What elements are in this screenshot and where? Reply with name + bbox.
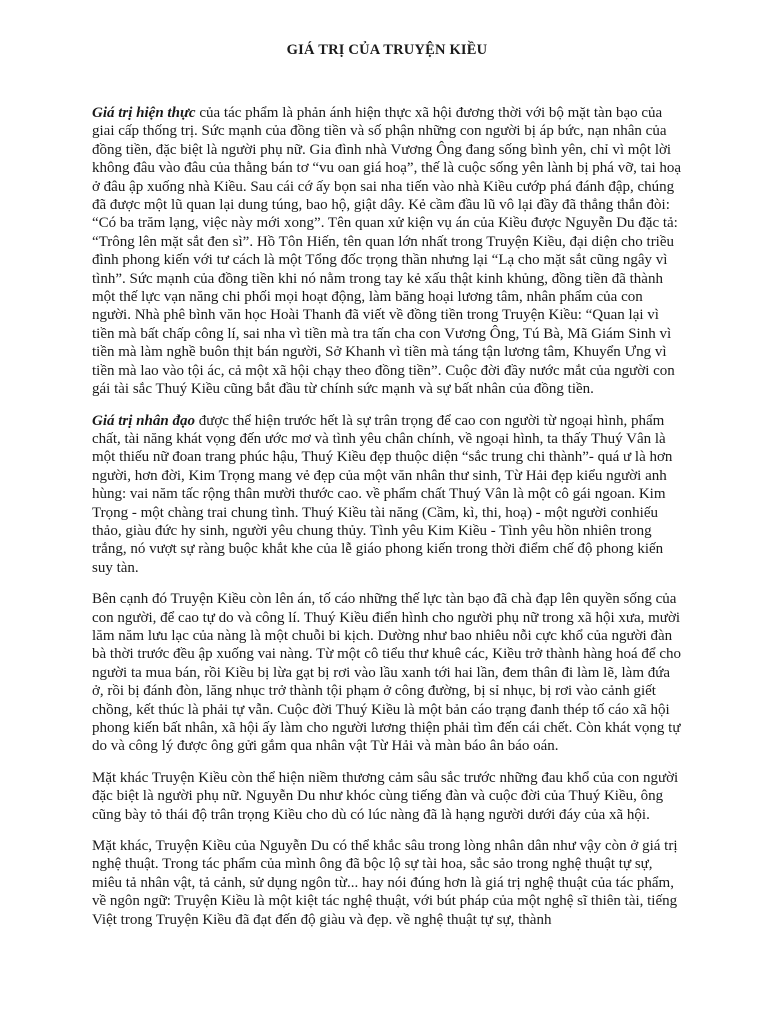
paragraph-compassion [92, 769, 682, 824]
paragraph-text: Mặt khác, Truyện Kiều của Nguyễn Du có thể khắc sâu trong lòng nhân dân như vậy còn ở giá trị nghệ thuật. Trong tác phẩm của mình ông đã bộc lộ sự tài hoa, sắc sảo trong nghệ thuật tự sự, miêu tả nhân vật, tả cảnh, sử dụng ngôn từ... hay nói đúng hơn là giá trị nghệ thuật của tác phẩm, về ngôn ngữ: Truyện Kiều là một kiệt tác nghệ thuật, với bút pháp của một nghệ sĩ thiên tài, tiếng Việt trong Truyện Kiều đã đạt đến độ giàu và đẹp. về nghệ thuật tự sự, thành [92, 838, 678, 928]
paragraph-humanism [92, 412, 682, 578]
paragraph-realism [92, 104, 682, 399]
document-title: GIÁ TRỊ CỦA TRUYỆN KIỀU [286, 42, 488, 58]
paragraph-text: của tác phẩm là phản ánh hiện thực xã hội đương thời với bộ mặt tàn bạo của giai cấp thống trị. Sức mạnh của đồng tiền và số phận những con người bị áp bức, nạn nhân của đồng tiền, đặc biệt là người phụ nữ. Gia đình nhà Vương Ông đang sống bình yên, chỉ vì một lời không đâu vào đâu của thằng bán tơ “vu oan giá hoạ”, thế là cuộc sống yên lành bị phá vỡ, tai hoạ ở đâu ập xuống nhà Kiều. Sau cái cớ ấy bọn sai nha tiến vào nhà Kiều cướp phá đánh đập, chúng đã được một lũ quan lại dung túng, bao hộ, giật dây. Kẻ cầm đầu lũ vô lại đầy đã thẳng thắn đòi: “Có ba trăm lạng, việc này mới xong”. Tên quan xử kiện vụ án của Kiều được Nguyễn Du đặc tả: “Trông lên mặt sắt đen sì”. Hồ Tôn Hiến, tên quan lớn nhất trong Truyện Kiều, đại diện cho triều đình phong kiến với tư cách là một Tổng đốc trọng thần nhưng lại “Lạ cho mặt sắt cũng ngây vì tình”. Sức mạnh của đồng tiền khi nó nằm trong tay kẻ xấu thật kinh khủng, đồng tiền đã thành một thế lực vạn năng chi phối mọi hoạt động, làm băng hoại lương tâm, nhân phẩm của con người. Nhà phê bình văn học Hoài Thanh đã viết về đồng tiền trong Truyện Kiều: “Quan lại vì tiền mà bất chấp công lí, sai nha vì tiền mà tra tấn cha con Vương Ông, Tú Bà, Mã Giám Sinh vì tiền mà làm nghề buôn thịt bán người, Sở Khanh vì tiền mà táng tận lương tâm, Khuyển Ưng vì tiền mà lao vào tội ác, cả một xã hội chạy theo đồng tiền”. Cuộc đời đầy nước mắt của người con gái tài sắc Thuý Kiều cũng bắt đầu từ chính sức mạnh và sự bất nhân của đồng tiền. [92, 105, 682, 398]
paragraph-lead: Giá trị nhân đạo [92, 412, 195, 429]
document-page [92, 40, 682, 942]
paragraph-text: Bên cạnh đó Truyện Kiều còn lên án, tố cáo những thế lực tàn bạo đã chà đạp lên quyền sống của con người, để cao tự do và công lí. Thuý Kiều điển hình cho người phụ nữ trong xã hội xưa, mười lăm năm lưu lạc của nàng là một chuỗi bi kịch. Dường như bao nhiêu nỗi cực khổ của người đàn bà thời trước đều ập xuống vai nàng. Từ một cô tiểu thư khuê các, Kiều trở thành hàng hoá để cho người ta mua bán, rồi Kiều bị lừa gạt bị rơi vào lầu xanh tới hai lần, đem thân đi làm lẽ, làm đứa ở, rồi bị đánh đòn, lăng nhục trở thành tội phạm ở công đường, bị sỉ nhục, bị rơi vào cảnh giết chồng, kết thúc là phải tự vẫn. Cuộc đời Thuý Kiều là một bản cáo trạng đanh thép tố cáo xã hội phong kiến bất nhân, xã hội ấy làm cho người lương thiện phải tìm đến cái chết. Còn khát vọng tự do và công lý được ông gửi gắm qua nhân vật Từ Hải và màn báo ân báo oán. [92, 591, 681, 755]
paragraph-lead: Giá trị hiện thực [92, 105, 196, 121]
paragraph-artistry [92, 837, 682, 929]
paragraph-text: Mặt khác Truyện Kiều còn thể hiện niềm thương cảm sâu sắc trước những đau khổ của con người đặc biệt là người phụ nữ. Nguyễn Du như khóc cùng tiếng đàn và cuộc đời của Thuý Kiều, ông cũng bày tỏ thái độ trân trọng Kiều cho dù có lúc nàng đã là hạng người dưới đáy của xã hội. [92, 769, 679, 823]
paragraph-text: được thể hiện trước hết là sự trân trọng để cao con người từ ngoại hình, phẩm chất, tài năng khát vọng đến ước mơ và tình yêu chân chính, về ngoại hình, ta thấy Thuý Vân là một thiếu nữ đoan trang phúc hậu, Thuý Kiều đẹp thuộc diện “sắc trung chi thành”- quá ư là hơn người, hơn đời, Kim Trọng mang vẻ đẹp của một văn nhân thư sinh, Từ Hải đẹp kiểu người anh hùng: vai năm tấc rộng thân mười thước cao. về phẩm chất Thuý Vân là một cô gái ngoan. Kim Trọng - một chàng trai chung tình. Thuý Kiều tài năng (Cầm, kì, thi, hoạ) - một người conhiếu thảo, giàu đức hy sinh, người yêu chung thủy. Tình yêu Kim Kiều - Tình yêu hồn nhiên trong trắng, nó vượt sự ràng buộc khắt khe của lễ giáo phong kiến trong thời điểm chế độ phong kiến suy tàn. [92, 412, 673, 576]
paragraph-condemnation [92, 590, 682, 756]
